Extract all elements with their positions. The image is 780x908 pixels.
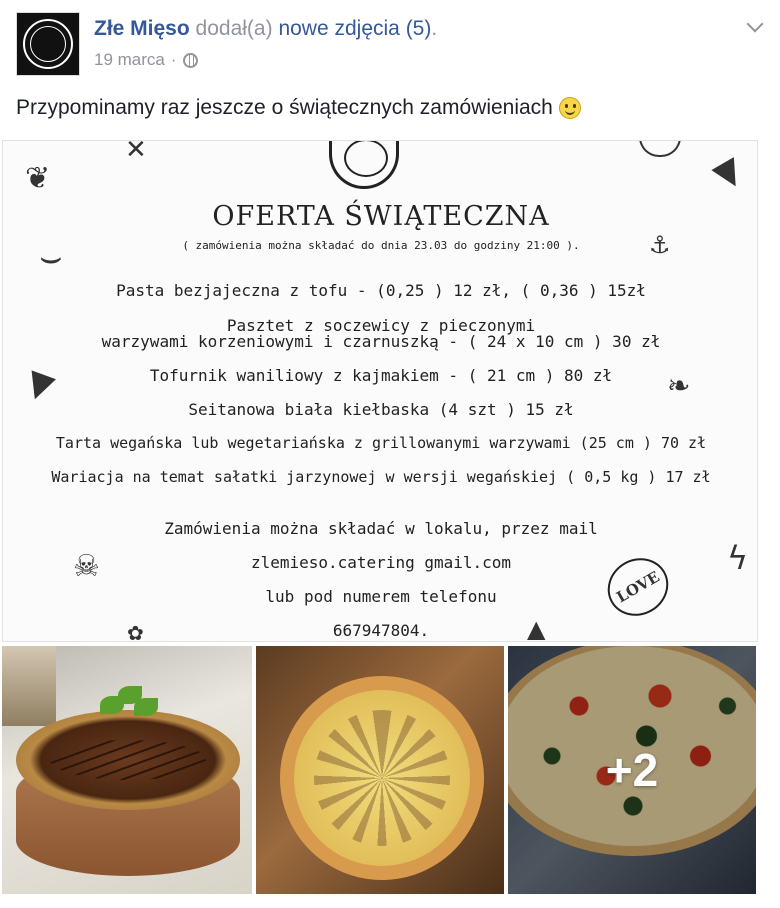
post-message — [16, 94, 581, 122]
anchor-doodle-icon: ⚓ — [649, 231, 671, 259]
post-date-link[interactable]: 19 marca — [94, 50, 165, 69]
page-avatar[interactable] — [16, 12, 80, 76]
post-meta — [94, 16, 437, 70]
post-headline — [94, 16, 437, 42]
menu-item: Tarta wegańska lub wegetariańska z grillowanymi warzywami (25 cm ) 70 zł — [55, 434, 707, 452]
flyer-photo[interactable] — [2, 140, 758, 642]
photo-thumbnail-cake[interactable] — [2, 646, 252, 894]
logo-ring-icon — [23, 19, 73, 69]
menu-item: Seitanowa biała kiełbaska (4 szt ) 15 zł — [188, 400, 574, 419]
author-name-link[interactable]: Złe Mięso — [94, 17, 190, 40]
new-photos-link[interactable]: nowe zdjęcia (5) — [278, 17, 432, 40]
contact-line: 667947804. — [332, 621, 430, 640]
watermelon-doodle-icon — [639, 140, 681, 157]
tart-filling-detail — [294, 690, 470, 866]
contact-line: Zamówienia można składać w lokalu, przez mail — [164, 519, 598, 538]
photo-thumbnail-more[interactable] — [508, 646, 756, 894]
triangle-doodle-icon: ▲ — [527, 615, 546, 642]
menu-item: Tofurnik waniliowy z kajmakiem - ( 21 cm ) 80 zł — [149, 366, 613, 385]
menu-item: warzywami korzeniowymi i czarnuszką - ( 24 x 10 cm ) 30 zł — [101, 332, 661, 351]
flyer-title: OFERTA ŚWIĄTECZNA — [212, 201, 550, 232]
bird-doodle-icon: ✿ — [127, 621, 144, 642]
leaf-doodle-icon: ❦ — [25, 161, 51, 196]
radish-doodle-icon: ❧ — [667, 369, 691, 402]
globe-icon[interactable] — [183, 53, 198, 68]
flyer-logo-icon — [329, 140, 399, 189]
love-badge: LOVE — [597, 547, 679, 626]
menu-item: Pasta bezjajeczna z tofu - (0,25 ) 12 zł, ( 0,36 ) 15zł — [116, 281, 646, 300]
flyer-subtitle: ( zamówienia można składać do dnia 23.03 do godziny 21:00 ). — [182, 239, 580, 252]
post-text: Przypominamy raz jeszcze o świątecznych zamówieniach — [16, 96, 553, 119]
post-header — [16, 12, 764, 76]
headline-trailing: . — [431, 17, 438, 40]
menu-item: Wariacja na temat sałatki jarzynowej w wersji wegańskiej ( 0,5 kg ) 17 zł — [51, 468, 711, 486]
bird-doodle-icon: ⌣ — [39, 237, 63, 278]
mint-leaves-detail — [100, 686, 160, 720]
meta-separator: · — [170, 50, 177, 69]
skull-doodle-icon: ☠ — [73, 549, 100, 584]
contact-line: lub pod numerem telefonu — [265, 587, 497, 606]
cake-top-detail — [16, 710, 240, 810]
chevron-down-icon[interactable] — [748, 18, 762, 32]
more-photos-overlay[interactable] — [508, 646, 756, 894]
photo-thumbnail-tart[interactable] — [256, 646, 504, 894]
post-timestamp-row — [94, 50, 437, 70]
post-action-text: dodał(a) — [195, 17, 273, 40]
carrot-doodle-icon: ▼ — [706, 149, 750, 197]
more-photos-count: +2 — [605, 744, 659, 796]
bone-doodle-icon: ✕ — [125, 140, 147, 165]
jar-image-detail — [2, 646, 56, 726]
lightning-doodle-icon: ϟ — [727, 539, 749, 577]
contact-line: zlemieso.catering gmail.com — [250, 553, 512, 572]
carrot-doodle-icon: ▼ — [20, 361, 60, 409]
smiley-emoji-icon — [559, 97, 581, 119]
menu-item: Pasztet z soczewicy z pieczonymi — [226, 316, 536, 335]
